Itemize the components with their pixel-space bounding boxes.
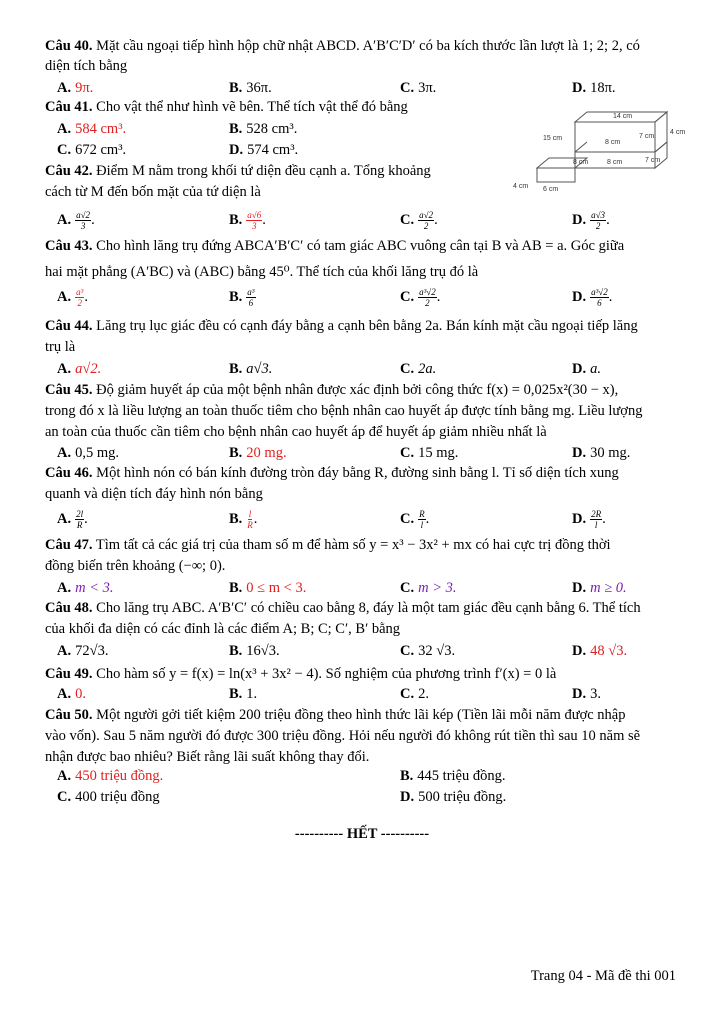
option-b[interactable]: B. 528 cm³. <box>229 121 298 137</box>
question-44-line-2: trụ là <box>45 339 76 355</box>
option-c[interactable]: C. 32 √3. <box>400 643 456 659</box>
question-45-line-3: an toàn của thuốc cần tiêm cho bệnh nhân cao huyết áp để huyết áp giảm nhiều nhất là <box>45 424 547 440</box>
question-46-options <box>57 508 697 530</box>
question-43-options <box>57 286 697 308</box>
option-c[interactable]: C. $\frac{\text{a³√2}}{2}$ . <box>400 287 441 309</box>
question-43-line-1: Câu 43. Cho hình lăng trụ đứng ABCA′B′C′ có tam giác ABC vuông cân tại B và AB = a. Góc giữa <box>45 238 625 254</box>
option-d[interactable]: D. 48 √3. <box>572 643 628 659</box>
label-mid1: 8 cm <box>605 139 621 146</box>
question-50-options-row-2 <box>57 786 697 808</box>
option-b[interactable]: B. 445 triệu đồng. <box>400 768 506 784</box>
question-text: Mặt cầu ngoại tiếp hình hộp chữ nhật ABCD. A′B′C′D′ có ba kích thước lần lượt là 1; 2; 2, có <box>96 38 640 54</box>
option-c[interactable]: C. 2a. <box>400 361 437 377</box>
option-d[interactable]: D. $\frac{\text{a³√2}}{6}$ . <box>572 287 613 309</box>
option-b[interactable]: B. $\frac{a√6}{3}$ . <box>229 210 266 232</box>
option-c[interactable]: C. $\frac{R}{l}$ . <box>400 509 430 531</box>
question-47-options <box>57 577 697 599</box>
label-right-side: 4 cm <box>670 129 686 136</box>
option-d[interactable]: D. 3. <box>572 686 601 702</box>
option-b[interactable]: B. $\frac{\text{a³}}{6}$ <box>229 287 255 309</box>
question-43-line-2: hai mặt phẳng (A′BC) và (ABC) bằng 45⁰. Thể tích của khối lăng trụ đó là <box>45 264 479 280</box>
option-c[interactable]: C. 15 mg. <box>400 445 459 461</box>
question-40-options <box>57 77 697 99</box>
question-42-line-1: Câu 42. Điểm M nằm trong khối tứ diện đều cạnh a. Tổng khoảng <box>45 163 431 179</box>
question-49-line-1: Câu 49. Cho hàm số y = f(x) = ln(x³ + 3x² − 4). Số nghiệm của phương trình f′(x) = 0 là <box>45 666 557 682</box>
question-40-line-1 <box>45 36 640 56</box>
option-d[interactable]: D. $\frac{2R}{l}$ . <box>572 509 606 531</box>
option-b[interactable]: B. 20 mg. <box>229 445 287 461</box>
question-50-line-1: Câu 50. Một người gởi tiết kiệm 200 triệu đồng theo hình thức lãi kép (Tiền lãi mỗi năm được nhập <box>45 707 626 723</box>
option-a[interactable]: A. 0,5 mg. <box>57 445 120 461</box>
label-left: 15 cm <box>543 135 563 142</box>
question-48-line-1: Câu 48. Cho lăng trụ ABC. A′B′C′ có chiều cao bằng 8, đáy là một tam giác đều cạnh bằng 6. Thể tích <box>45 600 641 616</box>
option-b[interactable]: B. 36π. <box>229 80 272 96</box>
option-d[interactable]: D. 18π. <box>572 80 616 96</box>
question-48-line-2: của khối đa diện có các đỉnh là các điểm A; B; C; C′, B′ bằng <box>45 621 401 637</box>
question-45-line-1: Câu 45. Độ giảm huyết áp của một bệnh nhân được xác định bởi công thức f(x) = 0,025x²(30 − x), <box>45 382 619 398</box>
option-b[interactable]: B. 0 ≤ m < 3. <box>229 580 307 596</box>
label-right-bottom: 7 cm <box>645 157 661 164</box>
option-d[interactable]: D. a. <box>572 361 601 377</box>
option-d[interactable]: D. m ≥ 0. <box>572 580 627 596</box>
option-a[interactable]: A. 9π. <box>57 80 94 96</box>
option-c[interactable]: C. $\frac{a√2}{2}$ . <box>400 210 438 232</box>
option-a[interactable]: A. 72√3. <box>57 643 109 659</box>
option-b[interactable]: B. 1. <box>229 686 258 702</box>
option-a[interactable]: A. $\frac{a√2}{3}$ . <box>57 210 95 232</box>
label-mid3: 8 cm <box>607 159 623 166</box>
option-a[interactable]: A. 450 triệu đồng. <box>57 768 164 784</box>
label-bottom: 6 cm <box>543 186 559 193</box>
question-50-line-3: nhận được bao nhiêu? Biết rằng lãi suất không thay đổi. <box>45 749 370 765</box>
question-47-line-2: đồng biến trên khoảng (−∞; 0). <box>45 558 226 574</box>
option-b[interactable]: B. 16√3. <box>229 643 280 659</box>
question-46-line-1: Câu 46. Một hình nón có bán kính đường tròn đáy bằng R, đường sinh bằng l. Tỉ số diện tích xung <box>45 465 619 481</box>
question-46-line-2: quanh và diện tích đáy hình nón bằng <box>45 486 263 502</box>
option-c[interactable]: C. m > 3. <box>400 580 457 596</box>
question-47-line-1: Câu 47. Tìm tất cả các giá trị của tham số m để hàm số y = x³ − 3x² + mx có hai cực trị đồng thời <box>45 537 611 553</box>
question-48-options <box>57 640 697 662</box>
question-49-options <box>57 683 697 705</box>
label-mid2: 8 cm <box>573 159 589 166</box>
question-44-options <box>57 358 697 380</box>
question-42-line-2: cách từ M đến bốn mặt của tứ diện là <box>45 184 261 200</box>
option-d[interactable]: D. 574 cm³. <box>229 142 299 158</box>
option-a[interactable]: A. $\frac{2l}{R}$ . <box>57 509 88 531</box>
option-a[interactable]: A. $\frac{\text{a³}}{2}$ . <box>57 287 88 309</box>
option-d[interactable]: D. $\frac{a√3}{2}$ . <box>572 210 610 232</box>
option-d[interactable]: D. 500 triệu đồng. <box>400 789 507 805</box>
question-50-line-2: vào vốn). Sau 5 năm người đó được 300 triệu đồng. Hỏi nếu người đó không rút tiền thì sau 10 năm sẽ <box>45 728 641 744</box>
question-45-options <box>57 442 697 464</box>
question-50-options-row-1 <box>57 765 697 787</box>
option-a[interactable]: A. 0. <box>57 686 86 702</box>
question-label: Câu 40. <box>45 38 93 54</box>
option-a[interactable]: A. 584 cm³. <box>57 121 127 137</box>
option-c[interactable]: C. 3π. <box>400 80 437 96</box>
label-bottom-left: 4 cm <box>513 183 529 190</box>
question-44-line-1: Câu 44. Lăng trụ lục giác đều có cạnh đáy bằng a cạnh bên bằng 2a. Bán kính mặt cầu ngoại tiếp lăng <box>45 318 638 334</box>
option-c[interactable]: C. 672 cm³. <box>57 142 127 158</box>
option-a[interactable]: A. m < 3. <box>57 580 114 596</box>
question-41-line-1: Câu 41. Cho vật thể như hình vẽ bên. Thể tích vật thể đó bằng <box>45 99 408 115</box>
label-top: 14 cm <box>613 113 633 120</box>
question-42-options <box>57 209 697 231</box>
option-b[interactable]: B. a√3. <box>229 361 273 377</box>
end-marker: ---------- HẾT ---------- <box>294 826 430 842</box>
option-d[interactable]: D. 30 mg. <box>572 445 631 461</box>
l-shaped-solid-figure <box>505 108 695 196</box>
label-right-top: 7 cm <box>639 133 655 140</box>
option-c[interactable]: C. 400 triệu đồng <box>57 789 160 805</box>
question-45-line-2: trong đó x là liều lượng an toàn thuốc tiêm cho bệnh nhân cao huyết áp được tính bằng mg. Liều lượng <box>45 403 643 419</box>
option-a[interactable]: A. a√2. <box>57 361 102 377</box>
option-c[interactable]: C. 2. <box>400 686 429 702</box>
question-41-options-row-1 <box>57 118 337 140</box>
question-40-line-2: diện tích bằng <box>45 58 128 74</box>
page-footer: Trang 04 - Mã đề thi 001 <box>530 968 676 984</box>
option-b[interactable]: B. $\frac{l}{R}$ . <box>229 509 258 531</box>
question-41-options-row-2 <box>57 139 337 161</box>
